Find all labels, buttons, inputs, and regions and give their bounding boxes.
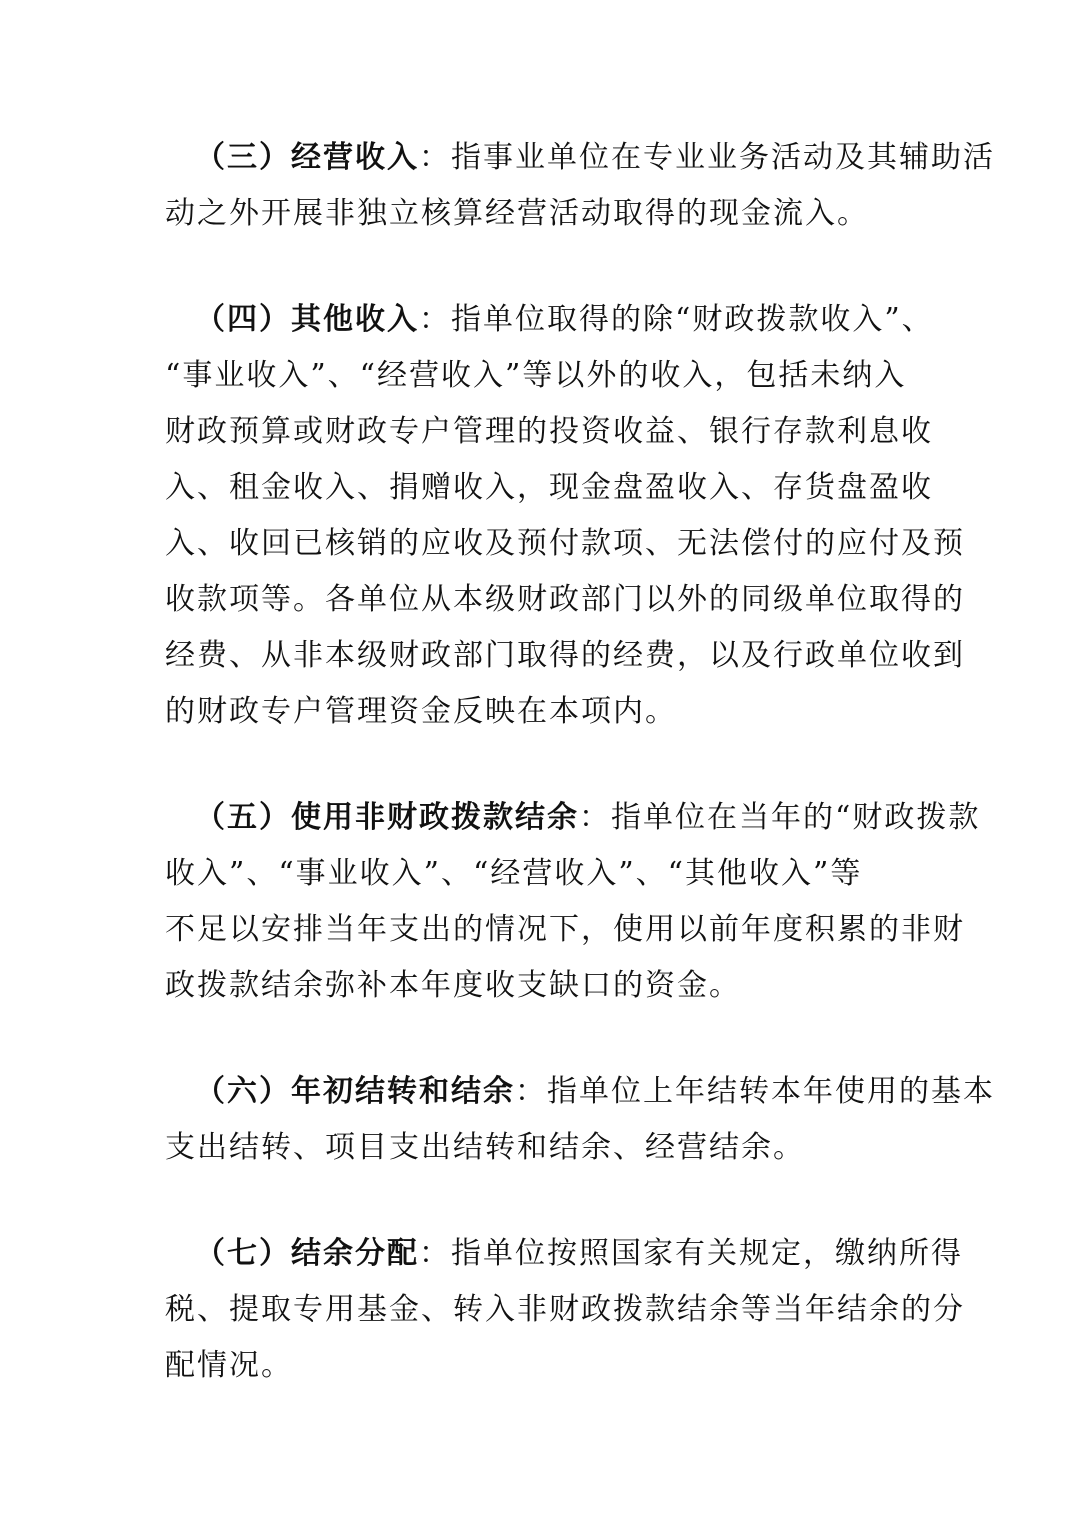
paragraph-line: 入、租金收入、捐赠收入，现金盘盈收入、存货盘盈收 [165, 470, 933, 505]
paragraph-line: 的财政专户管理资金反映在本项内。 [165, 694, 677, 729]
definition-text: ：指单位按照国家有关规定，缴纳所得 [419, 1236, 963, 1271]
paragraph-line: “事业收入”、“经营收入”等以外的收入，包括未纳入 [165, 358, 907, 393]
definition-text: ：指事业单位在专业业务活动及其辅助活 [419, 140, 995, 175]
paragraph-business-income [165, 130, 995, 242]
paragraph-line: 税、提取专用基金、转入非财政拨款结余等当年结余的分 [165, 1292, 965, 1327]
term-heading: （三）经营收入 [195, 140, 419, 175]
paragraph-other-income [165, 292, 965, 740]
term-heading: （七）结余分配 [195, 1236, 419, 1271]
paragraph-line: 财政预算或财政专户管理的投资收益、银行存款利息收 [165, 414, 933, 449]
paragraph-line: 入、收回已核销的应收及预付款项、无法偿付的应付及预 [165, 526, 965, 561]
paragraph-line [165, 1226, 963, 1282]
paragraph-line [165, 292, 934, 348]
paragraph-line: 收入”、“事业收入”、“经营收入”、“其他收入”等 [165, 856, 863, 891]
paragraph-surplus-distribution [165, 1226, 965, 1394]
paragraph-line: 配情况。 [165, 1348, 293, 1383]
term-heading: （六）年初结转和结余 [195, 1074, 515, 1109]
paragraph-line [165, 130, 995, 186]
paragraph-line [165, 790, 981, 846]
paragraph-line: 支出结转、项目支出结转和结余、经营结余。 [165, 1130, 805, 1165]
paragraph-line: 动之外开展非独立核算经营活动取得的现金流入。 [165, 196, 869, 231]
paragraph-line: 收款项等。各单位从本级财政部门以外的同级单位取得的 [165, 582, 965, 617]
paragraph-line: 政拨款结余弥补本年度收支缺口的资金。 [165, 968, 741, 1003]
paragraph-carryover-surplus [165, 1064, 995, 1176]
document-body [165, 130, 995, 1444]
term-heading: （五）使用非财政拨款结余 [195, 800, 579, 835]
paragraph-line: 经费、从非本级财政部门取得的经费，以及行政单位收到 [165, 638, 965, 673]
definition-text: ：指单位取得的除“财政拨款收入”、 [419, 302, 934, 337]
definition-text: ：指单位上年结转本年使用的基本 [515, 1074, 995, 1109]
definition-text: ：指单位在当年的“财政拨款 [579, 800, 981, 835]
paragraph-non-fiscal-surplus [165, 790, 981, 1014]
paragraph-line [165, 1064, 995, 1120]
paragraph-line: 不足以安排当年支出的情况下，使用以前年度积累的非财 [165, 912, 965, 947]
term-heading: （四）其他收入 [195, 302, 419, 337]
